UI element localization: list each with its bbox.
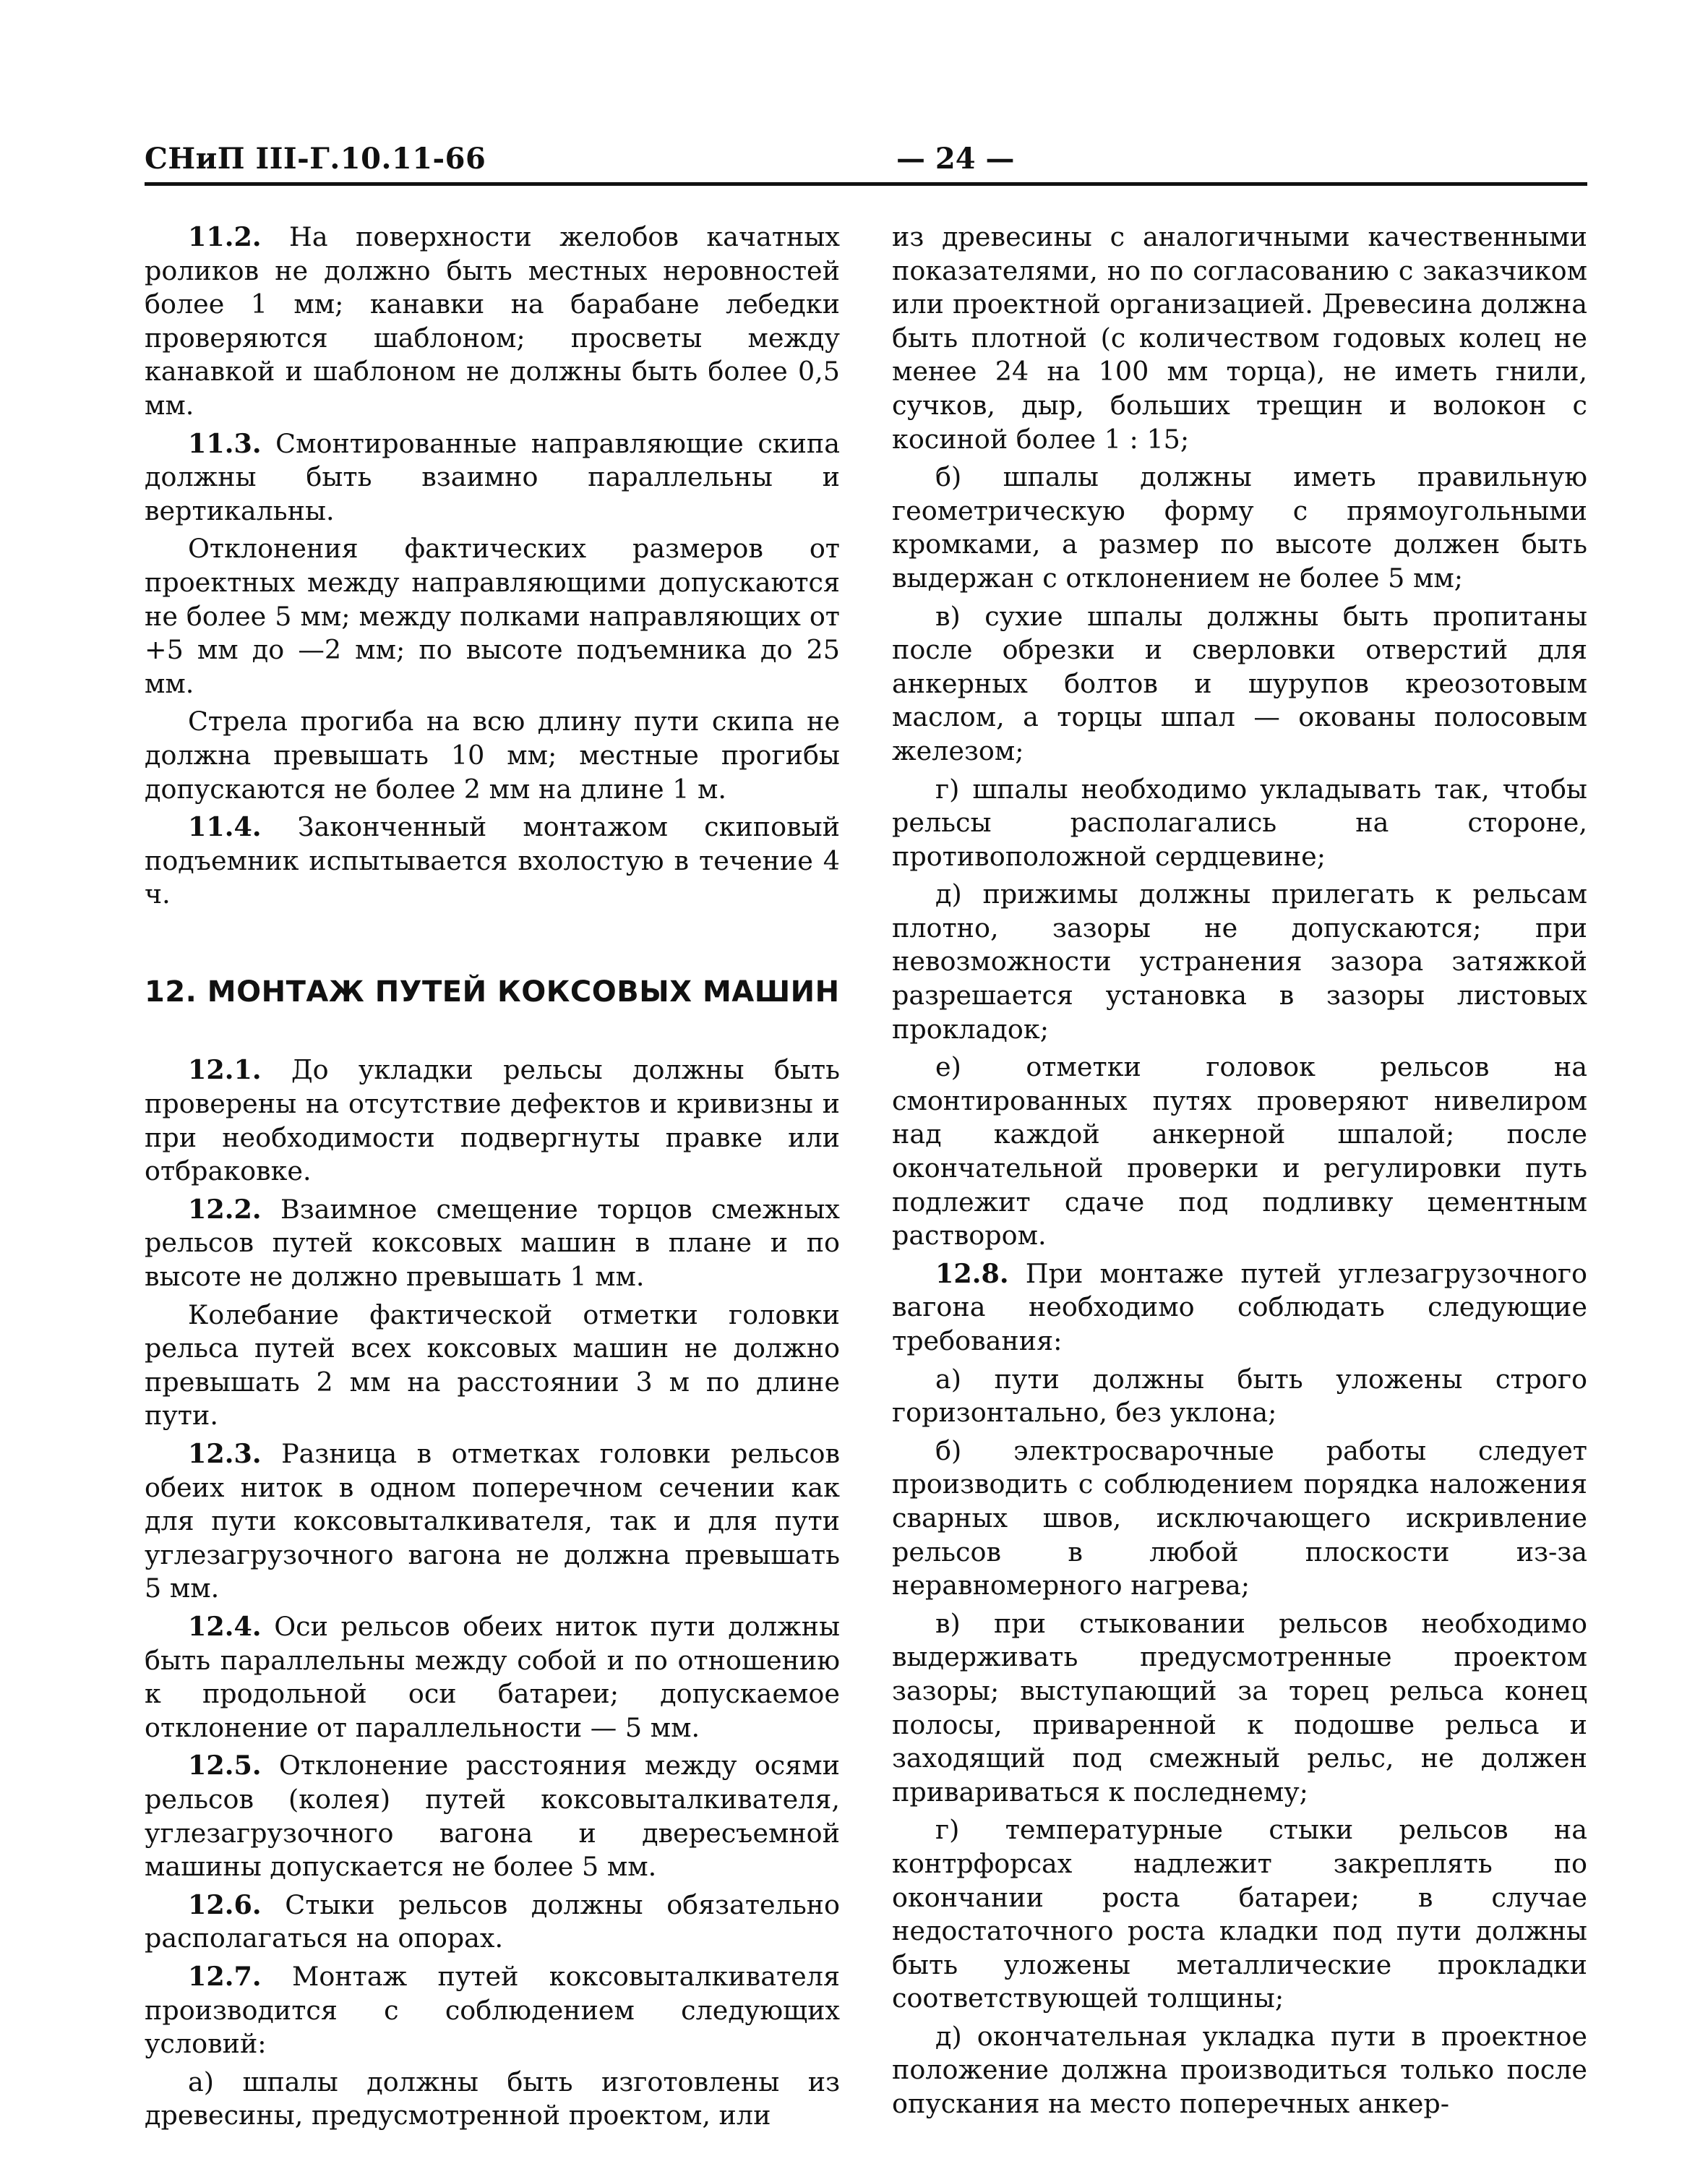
list-item: г) шпалы необходимо укладывать так, чтобы рельсы располагались на стороне, противоположной сердцевине; <box>892 773 1587 872</box>
clause-text: На поверхности желобов качатных роликов не должно быть местных неровностей более 1 мм; канавки на барабане лебедки проверяются шаблоном; просветы между канавкой и шаблоном не должны быть более 0,5 мм. <box>145 221 840 421</box>
list-item: б) шпалы должны иметь правильную геометрическую форму с прямоугольными кромками, а размер по высоте должен быть выдержан с отклонением не более 5 мм; <box>892 461 1587 594</box>
clause-number: 12.3. <box>188 1438 262 1469</box>
clause-text: Взаимное смещение торцов смежных рельсов путей коксовых машин в плане и по высоте не должно превышать 1 мм. <box>145 1193 840 1293</box>
page-number: — 24 — <box>896 142 1015 176</box>
clause-text: Монтаж путей коксовыталкивателя производится с соблюдением следующих условий: <box>145 1960 840 2060</box>
clause-12-6 <box>145 1889 840 1956</box>
list-item: а) шпалы должны быть изготовлены из древесины, предусмотренной проектом, или <box>145 2066 840 2131</box>
list-item: в) сухие шпалы должны быть пропитаны после обрезки и сверловки отверстий для анкерных болтов и шурупов креозотовым маслом, а торцы шпал — окованы полосовым железом; <box>892 600 1587 766</box>
clause-12-5 <box>145 1749 840 1883</box>
section-heading: 12. МОНТАЖ ПУТЕЙ КОКСОВЫХ МАШИН <box>145 975 840 1009</box>
paragraph: Стрела прогиба на всю длину пути скипа не должна превышать 10 мм; местные прогибы допускаются не более 2 мм на длине 1 м. <box>145 706 840 805</box>
clause-12-7 <box>145 1960 840 2061</box>
list-item: д) окончательная укладка пути в проектное положение должна производиться только после опускания на место поперечных анкер- <box>892 2020 1587 2120</box>
clause-11-3 <box>145 427 840 529</box>
clause-number: 11.2. <box>188 221 262 252</box>
clause-number: 12.4. <box>188 1610 262 1642</box>
list-item: г) температурные стыки рельсов на контрфорсах надлежит закреплять по окончании роста батареи; в случае недостаточного роста кладки под пути должны быть уложены металлические прокладки соответствующей толщины; <box>892 1814 1587 2014</box>
clause-12-8 <box>892 1257 1587 1359</box>
clause-text: До укладки рельсы должны быть проверены на отсутствие дефектов и кривизны и при необходимости подвергнуты правке или отбраковке. <box>145 1054 840 1187</box>
right-column <box>892 221 1587 2126</box>
clause-12-1 <box>145 1053 840 1188</box>
clause-number: 12.7. <box>188 1960 262 1992</box>
header-rule <box>145 182 1587 186</box>
list-item: а) пути должны быть уложены строго горизонтально, без уклона; <box>892 1363 1587 1429</box>
clause-text: Смонтированные направляющие скипа должны быть взаимно параллельны и вертикальны. <box>145 427 840 526</box>
clause-text: Законченный монтажом скиповый подъемник испытывается вхолостую в течение 4 ч. <box>145 811 840 910</box>
clause-text: Разница в отметках головки рельсов обеих ниток в одном поперечном сечении как для пути коксовыталкивателя, так и для пути углезагрузочного вагона не должна превышать 5 мм. <box>145 1438 840 1604</box>
list-item: в) при стыковании рельсов необходимо выдерживать предусмотренные проектом зазоры; выступающий за торец рельса конец полосы, приваренной к подошве рельса и заходящий под смежный рельс, не должен привариваться к последнему; <box>892 1607 1587 1808</box>
left-column <box>145 221 840 2137</box>
list-item: д) прижимы должны прилегать к рельсам плотно, зазоры не допускаются; при невозможности устранения зазора затяжкой разрешается установка в зазоры листовых прокладок; <box>892 878 1587 1045</box>
clause-11-2 <box>145 221 840 423</box>
clause-12-4 <box>145 1610 840 1745</box>
clause-11-4 <box>145 811 840 912</box>
clause-12-2 <box>145 1193 840 1294</box>
clause-text: При монтаже путей углезагрузочного вагона необходимо соблюдать следующие требования: <box>892 1257 1587 1356</box>
clause-number: 11.3. <box>188 427 262 459</box>
clause-number: 11.4. <box>188 811 262 843</box>
list-item: б) электросварочные работы следует производить с соблюдением порядка наложения сварных швов, исключающего искривление рельсов в любой плоскости из-за неравномерного нагрева; <box>892 1434 1587 1601</box>
clause-number: 12.8. <box>935 1257 1009 1289</box>
document-code: СНиП III-Г.10.11-66 <box>145 142 486 176</box>
page-header <box>145 142 1587 182</box>
clause-number: 12.2. <box>188 1193 262 1225</box>
clause-number: 12.5. <box>188 1750 262 1782</box>
clause-text: Оси рельсов обеих ниток пути должны быть параллельны между собой и по отношению к продольной оси батареи; допускаемое отклонение от параллельности — 5 мм. <box>145 1610 840 1743</box>
clause-text: Отклонение расстояния между осями рельсов (колея) путей коксовыталкивателя, углезагрузочного вагона и двересъемной машины допускается не более 5 мм. <box>145 1750 840 1883</box>
list-item: е) отметки головок рельсов на смонтированных путях проверяют нивелиром над каждой анкерной шпалой; после окончательной проверки и регулировки путь подлежит сдаче под подливку цементным раствором. <box>892 1051 1587 1252</box>
paragraph-continuation: из древесины с аналогичными качественными показателями, но по согласованию с заказчиком или проектной организацией. Древесина должна быть плотной (с количеством годовых колец не менее 24 на 100 мм торца), не иметь гнили, сучков, дыр, больших трещин и волокон с косиной более 1 : 15; <box>892 221 1587 455</box>
paragraph: Отклонения фактических размеров от проектных между направляющими допускаются не более 5 мм; между полками направляющих от +5 мм до —2 мм; по высоте подъемника до 25 мм. <box>145 533 840 699</box>
paragraph: Колебание фактической отметки головки рельса путей всех коксовых машин не должно превышать 2 мм на расстоянии 3 м по длине пути. <box>145 1299 840 1432</box>
clause-number: 12.1. <box>188 1054 262 1086</box>
clause-number: 12.6. <box>188 1889 262 1920</box>
clause-text: Стыки рельсов должны обязательно располагаться на опорах. <box>145 1889 840 1954</box>
clause-12-3 <box>145 1437 840 1606</box>
